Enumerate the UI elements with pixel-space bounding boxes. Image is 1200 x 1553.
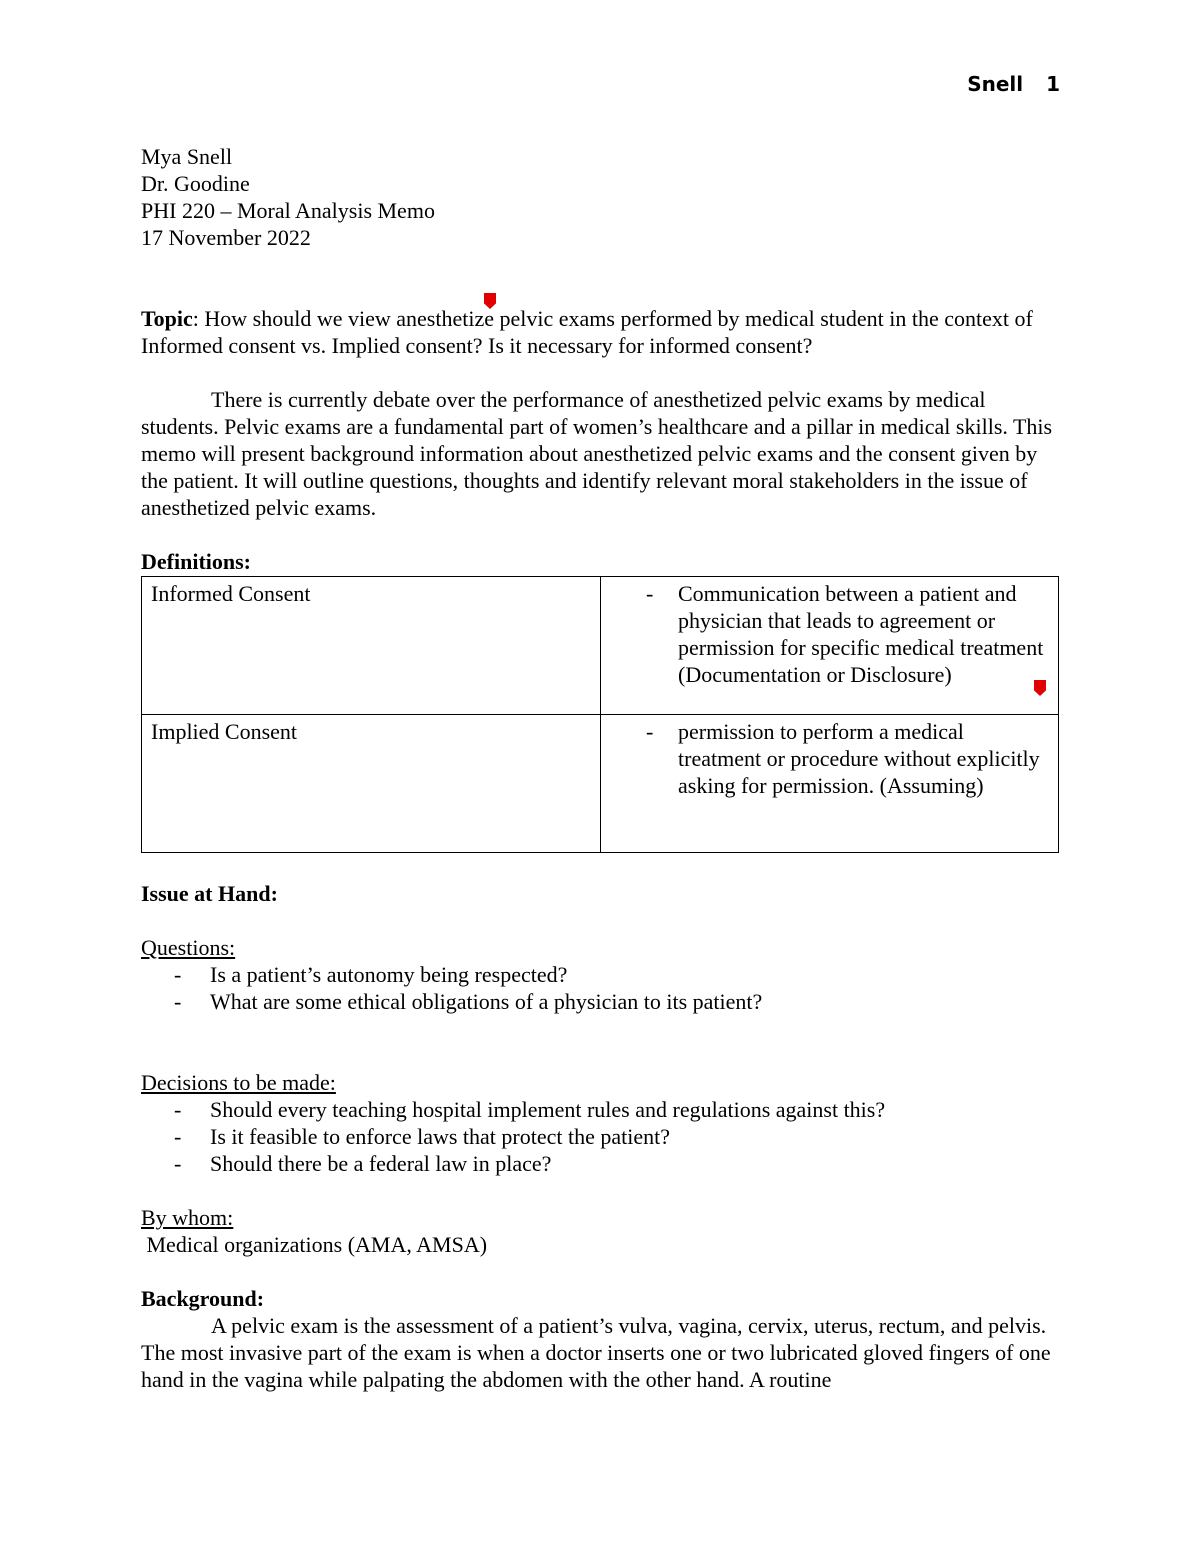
issue-heading: Issue at Hand: [141,881,278,906]
definitions-table [141,576,1059,853]
table-row [142,715,1059,853]
definition-text: permission to perform a medical treatment or procedure without explicitly asking for permission. (Assuming) [678,719,1040,798]
by-whom-label: By whom: [141,1205,234,1230]
header-surname: Snell [967,72,1024,96]
list-item [141,988,1059,1015]
background-heading: Background: [141,1286,265,1311]
bullet-dash: - [174,962,182,987]
list-item [141,1123,1059,1150]
question-text: What are some ethical obligations of a physician to its patient? [210,989,763,1014]
page-header [967,72,1060,96]
bullet-dash: - [174,1124,182,1149]
list-item [141,1096,1059,1123]
memo-date: 17 November 2022 [141,225,311,250]
term-cell: Informed Consent [142,577,601,715]
definition-cell [601,715,1059,853]
term-cell: Implied Consent [142,715,601,853]
bullet-dash: - [174,989,182,1014]
decisions-label: Decisions to be made: [141,1070,336,1095]
instructor-name: Dr. Goodine [141,171,250,196]
question-text: Is a patient’s autonomy being respected? [210,962,568,987]
document-body [141,143,1059,1393]
list-item [141,961,1059,988]
questions-label: Questions: [141,935,236,960]
table-row [142,577,1059,715]
definition-cell [601,577,1059,715]
definition-text: Communication between a patient and physician that leads to agreement or permission for specific medical treatment (Documentation or Disclosure) [678,581,1044,687]
bullet-dash: - [174,1151,182,1176]
list-item [141,1150,1059,1177]
decision-text: Is it feasible to enforce laws that protect the patient? [210,1124,670,1149]
dash-marker: - [646,719,654,744]
course-title: PHI 220 – Moral Analysis Memo [141,198,435,223]
dash-marker: - [646,581,654,606]
background-paragraph: A pelvic exam is the assessment of a patient’s vulva, vagina, cervix, uterus, rectum, and pelvis. The most invasive part of the exam is when a doctor inserts one or two lubricated gloved fingers of one hand in the vagina while palpating the abdomen with the other hand. A routine [141,1313,1051,1392]
by-whom-text: Medical organizations (AMA, AMSA) [141,1232,488,1257]
bullet-dash: - [174,1097,182,1122]
topic-text: : How should we view anesthetize pelvic exams performed by medical student in the context of Informed consent vs. Implied consent? Is it necessary for informed consent? [141,306,1033,358]
topic-label: Topic [141,306,193,331]
header-page-number: 1 [1046,72,1060,96]
decision-text: Should every teaching hospital implement rules and regulations against this? [210,1097,886,1122]
definitions-heading: Definitions: [141,549,251,574]
author-name: Mya Snell [141,144,233,169]
topic-paragraph [141,305,1059,359]
decision-text: Should there be a federal law in place? [210,1151,552,1176]
intro-paragraph: There is currently debate over the performance of anesthetized pelvic exams by medical students. Pelvic exams are a fundamental part of women’s healthcare and a pillar in medical skills. This memo will present background information about anesthetized pelvic exams and the consent given by the patient. It will outline questions, thoughts and identify relevant moral stakeholders in the issue of anesthetized pelvic exams. [141,387,1053,520]
